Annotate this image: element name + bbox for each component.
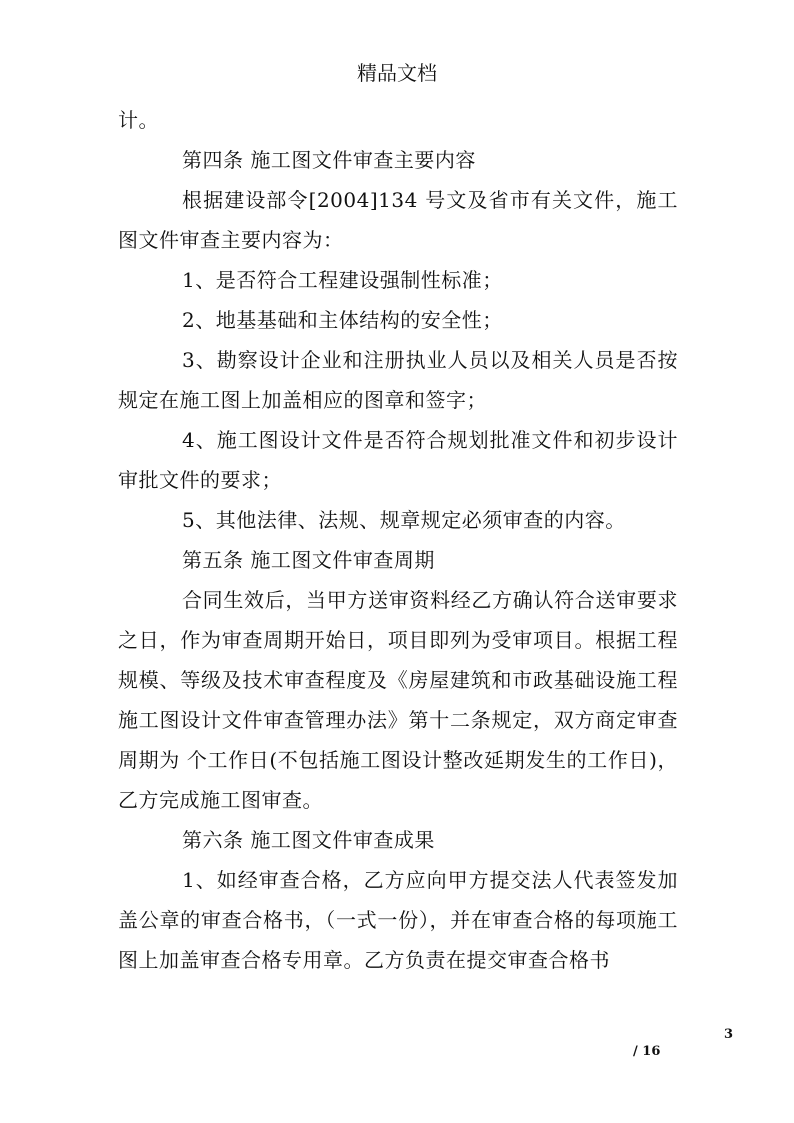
page-header-title: 精品文档 xyxy=(357,61,437,85)
page-number: 3 xyxy=(724,1027,734,1042)
page-total: / 16 xyxy=(633,1044,661,1059)
article-5-heading: 第五条 施工图文件审查周期 xyxy=(182,548,435,572)
article-6-item-1: 1、如经审查合格，乙方应向甲方提交法人代表签发加盖公章的审查合格书，（一式一份），并在审查合格的每项施工图上加盖审查合格专用章。乙方负责在提交审查合格书 xyxy=(118,868,678,972)
article-4-item-3: 3、勘察设计企业和注册执业人员以及相关人员是否按规定在施工图上加盖相应的图章和签字； xyxy=(118,348,678,412)
article-4-intro: 根据建设部令[2004]134 号文及省市有关文件，施工图文件审查主要内容为： xyxy=(118,188,678,252)
article-4-item-5: 5、其他法律、法规、规章规定必须审查的内容。 xyxy=(182,508,626,532)
paragraph-continuation: 计。 xyxy=(118,108,159,132)
article-4-heading: 第四条 施工图文件审查主要内容 xyxy=(182,148,476,172)
article-5-body: 合同生效后，当甲方送审资料经乙方确认符合送审要求之日，作为审查周期开始日，项目即列为受审项目。根据工程规模、等级及技术审查程度及《房屋建筑和市政基础设施工程施工图设计文件审查管理办法》第十二条规定，双方商定审查周期为 个工作日(不包括施工图设计整改延期发生的工作日)，乙方完成施工图审查。 xyxy=(118,588,678,812)
document-body xyxy=(118,100,678,980)
article-4-item-4: 4、施工图设计文件是否符合规划批准文件和初步设计审批文件的要求； xyxy=(118,428,678,492)
article-6-heading: 第六条 施工图文件审查成果 xyxy=(182,828,435,852)
article-4-item-2: 2、地基基础和主体结构的安全性； xyxy=(182,308,503,332)
article-4-item-1: 1、是否符合工程建设强制性标准； xyxy=(182,268,503,292)
